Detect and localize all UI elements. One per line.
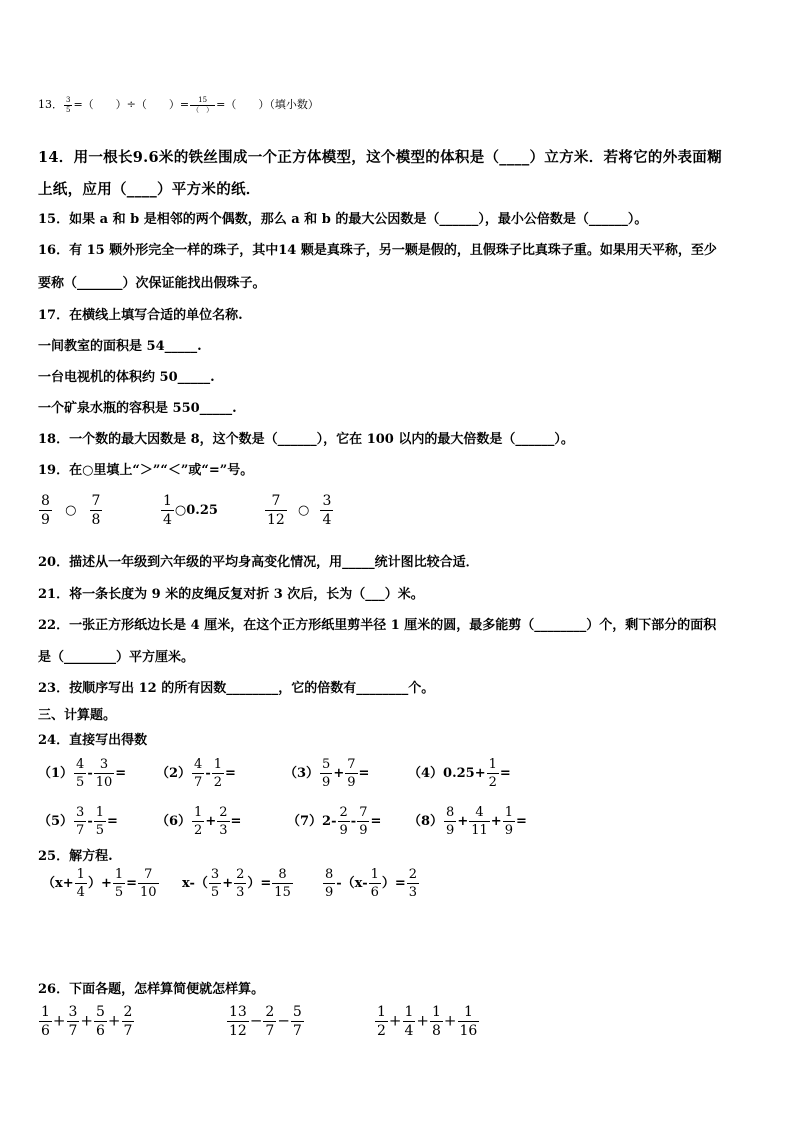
operator: +: [107, 1011, 121, 1030]
operator: ）=: [381, 876, 406, 891]
question-13: [38, 96, 319, 114]
operator: +: [80, 1011, 93, 1030]
fraction: $\frac{7}{12}$: [267, 493, 285, 528]
question-23: 23．按顺序写出 12 的所有因数________，它的倍数有________个。: [38, 681, 435, 696]
operator: +: [443, 1011, 457, 1030]
fraction: $\frac{3}{10}$: [95, 757, 113, 790]
question-20: 20．描述从一年级到六年级的平均身高变化情况，用_____统计图比较合适．: [38, 555, 479, 570]
fraction: $\frac{1}{2}$: [377, 1004, 386, 1039]
fraction: $\frac{1}{8}$: [432, 1004, 441, 1039]
item-label: （2）: [156, 766, 192, 781]
fraction: $\frac{3}{5}$: [66, 95, 71, 114]
operator: −: [249, 1011, 263, 1030]
fraction: $\frac{5}{9}$: [322, 757, 331, 790]
fraction: $\frac{5}{7}$: [292, 1004, 302, 1039]
operator: +: [52, 1011, 66, 1030]
operator: +: [222, 876, 234, 891]
operator: x-（: [182, 876, 208, 891]
item-label: （8）: [408, 814, 444, 829]
fraction: $\frac{1}{4}$: [163, 493, 172, 528]
fraction: $\frac{3}{4}$: [322, 493, 332, 528]
fraction: $\frac{7}{8}$: [91, 493, 101, 528]
fraction: $\frac{4}{5}$: [76, 757, 85, 790]
expression: [226, 1005, 305, 1038]
calc-item: [156, 806, 241, 837]
operator: =: [515, 814, 527, 829]
question-22-line2: 是（________）平方厘米。: [38, 650, 195, 665]
equation: [42, 868, 160, 899]
operator: =: [230, 814, 242, 829]
fraction: $\frac{3}{7}$: [76, 805, 85, 838]
fraction: $\frac{7}{10}$: [140, 867, 157, 900]
calc-item: [408, 758, 511, 789]
question-24-title: 24．直接写出得数: [38, 733, 148, 748]
expression: [38, 1005, 135, 1038]
compare-2: [160, 494, 218, 527]
operator: =: [225, 766, 236, 781]
question-18: 18．一个数的最大因数是 8，这个数是（______），它在 100 以内的最大倍数是（______）。: [38, 432, 574, 447]
fraction: $\frac{1}{4}$: [76, 867, 85, 900]
question-25-title: 25．解方程.: [38, 849, 113, 864]
section-heading: 三、计算题。: [38, 708, 117, 723]
fraction: $\frac{7}{9}$: [359, 805, 368, 838]
fraction: $\frac{2}{3}$: [219, 805, 228, 838]
fraction: $\frac{1}{2}$: [488, 757, 497, 790]
operator: +: [457, 814, 469, 829]
fraction: $\frac{3}{5}$: [210, 867, 220, 900]
operator: +: [416, 1011, 429, 1030]
fraction: $\frac{1}{9}$: [504, 805, 513, 838]
fraction: $\frac{2}{9}$: [339, 805, 348, 838]
operator: +: [333, 766, 345, 781]
fraction: $\frac{8}{9}$: [41, 493, 50, 528]
question-19-title: 19．在○里填上“＞”“＜”或“=”号。: [38, 463, 254, 478]
fraction: $\frac{5}{6}$: [96, 1004, 105, 1039]
operator: -（x-: [336, 876, 368, 891]
fraction: $\frac{8}{9}$: [325, 867, 334, 900]
question-15: 15．如果 a 和 b 是相邻的两个偶数，那么 a 和 b 的最大公因数是（______），最小公倍数是（______）。: [38, 212, 648, 227]
fraction: $\frac{4}{7}$: [194, 757, 203, 790]
fraction: $\frac{1}{6}$: [41, 1004, 50, 1039]
fraction: $\frac{1}{16}$: [459, 1004, 478, 1039]
item-label: （6）: [156, 814, 192, 829]
fraction: $\frac{1}{4}$: [404, 1004, 414, 1039]
fraction: $\frac{3}{7}$: [68, 1004, 78, 1039]
question-26-title: 26．下面各题，怎样算简便就怎样算。: [38, 982, 265, 997]
operator: -: [87, 814, 93, 829]
operator: =: [115, 766, 127, 781]
question-14-line2: 上纸，应用（____）平方米的纸．: [38, 181, 261, 198]
fraction: $\frac{1}{6}$: [370, 867, 379, 900]
calc-item: [408, 806, 527, 837]
item-label: （4）0.25+: [408, 766, 486, 781]
operator: +: [490, 814, 502, 829]
item-label: （5）: [38, 814, 74, 829]
blank-text: =（ ）（填小数）: [216, 98, 319, 111]
fraction: $\frac{1}{5}$: [95, 805, 105, 838]
fraction: $\frac{2}{7}$: [265, 1004, 275, 1039]
fraction: $\frac{8}{15}$: [274, 867, 291, 900]
operator: =: [126, 876, 138, 891]
operator: ）+: [87, 876, 112, 891]
operator: =: [499, 766, 511, 781]
fraction: $\frac{7}{9}$: [347, 757, 356, 790]
blank-text: =（ ）÷（ ）=: [73, 98, 190, 111]
equation: [182, 868, 294, 899]
operator: +: [388, 1011, 402, 1030]
compare-circle: ○: [65, 503, 77, 518]
operator: =: [107, 814, 118, 829]
compare-circle: ○: [297, 503, 310, 518]
fraction: $\frac{13}{12}$: [229, 1004, 247, 1039]
fraction: $\frac{1}{2}$: [194, 805, 203, 838]
question-14-line1: 14．用一根长9.6米的铁丝围成一个正方体模型，这个模型的体积是（____）立方米．若将它的外表面糊: [38, 149, 722, 166]
expression: [374, 1005, 480, 1038]
question-17-c: 一个矿泉水瓶的容积是 550_____.: [38, 401, 237, 416]
fraction: $\frac{15}{( )}$: [192, 95, 214, 114]
question-16-line2: 要称（_______）次保证能找出假珠子。: [38, 276, 266, 291]
operator: -: [87, 766, 93, 781]
calc-item: [156, 758, 236, 789]
calc-item: [284, 758, 369, 789]
compare-circle: ○: [174, 503, 187, 518]
calc-item: [38, 758, 126, 789]
question-17-a: 一间教室的面积是 54_____.: [38, 339, 202, 354]
fraction: $\frac{8}{9}$: [446, 805, 455, 838]
question-22-line1: 22．一张正方形纸边长是 4 厘米，在这个正方形纸里剪半径 1 厘米的圆，最多能剪（________）个，剩下部分的面积: [38, 618, 717, 633]
question-21: 21．将一条长度为 9 米的皮绳反复对折 3 次后，长为（___）米。: [38, 587, 424, 602]
compare-3: [264, 494, 334, 527]
fraction: $\frac{4}{11}$: [471, 805, 488, 838]
question-17-b: 一台电视机的体积约 50_____.: [38, 370, 215, 385]
decimal-value: 0.25: [186, 503, 218, 518]
operator: −: [277, 1011, 290, 1030]
item-label: （1）: [38, 766, 74, 781]
operator: ）=: [247, 876, 272, 891]
fraction: $\frac{2}{3}$: [408, 867, 418, 900]
fraction: $\frac{1}{2}$: [213, 757, 223, 790]
fraction: $\frac{2}{3}$: [236, 867, 245, 900]
operator: +: [205, 814, 217, 829]
fraction: $\frac{1}{5}$: [114, 867, 124, 900]
item-label: （7）2-: [287, 814, 337, 829]
operator: -: [205, 766, 211, 781]
operator: （x+: [42, 876, 74, 891]
calc-item: [38, 806, 118, 837]
operator: =: [358, 766, 370, 781]
item-label: （3）: [284, 766, 320, 781]
question-17-title: 17．在横线上填写合适的单位名称.: [38, 308, 243, 323]
question-number: 13．: [38, 98, 63, 111]
calc-item: [287, 806, 381, 837]
fraction: $\frac{2}{7}$: [123, 1004, 133, 1039]
compare-1: [38, 494, 103, 527]
operator: =: [370, 814, 382, 829]
equation: [322, 868, 420, 899]
operator: -: [350, 814, 357, 829]
question-16-line1: 16．有 15 颗外形完全一样的珠子，其中14 颗是真珠子，另一颗是假的，且假珠子比真珠子重。如果用天平称，至少: [38, 243, 717, 258]
